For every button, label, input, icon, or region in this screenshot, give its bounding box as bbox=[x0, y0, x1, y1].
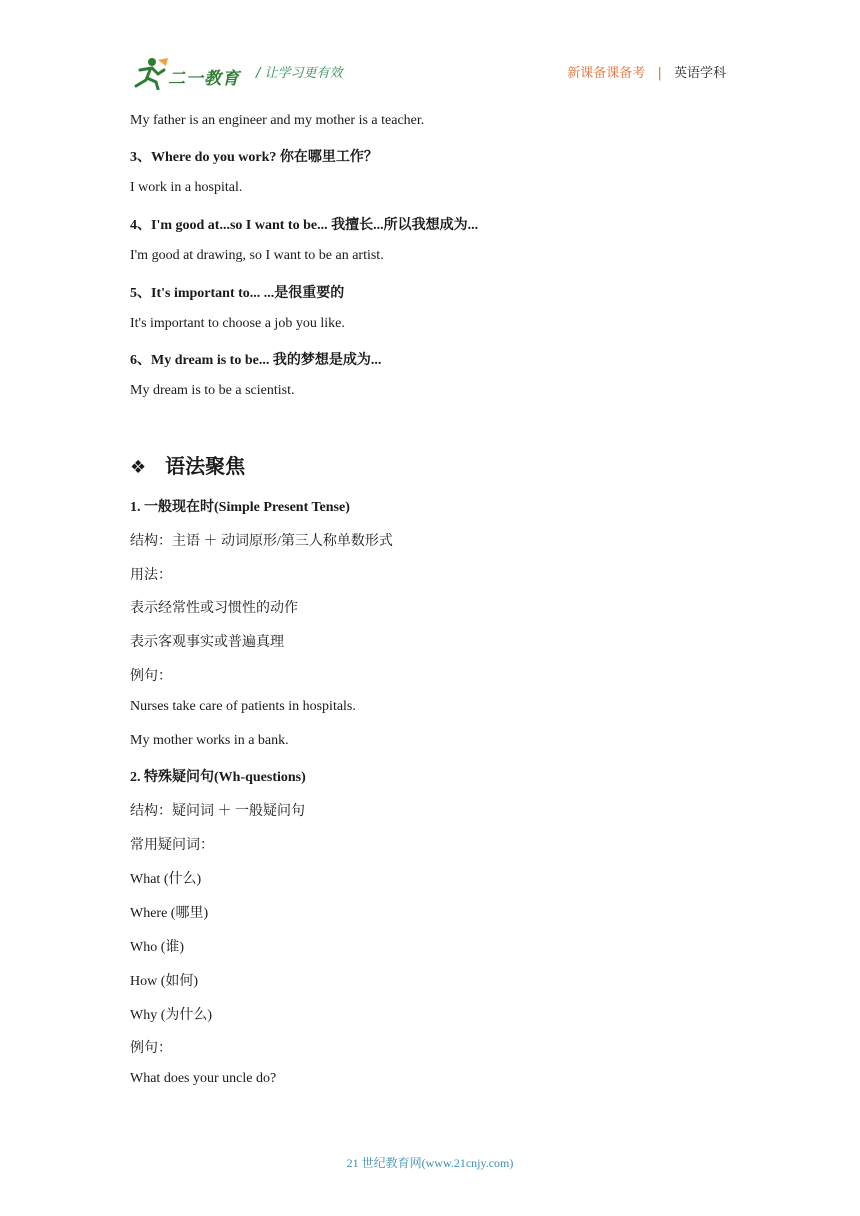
section-heading bbox=[130, 450, 245, 479]
header-separator: | bbox=[657, 66, 662, 81]
grammar-line: 用法： bbox=[130, 568, 172, 583]
text-line: 4、I'm good at...so I want to be... 我擅长...所以我想成为... bbox=[130, 218, 479, 233]
grammar-line: Nurses take care of patients in hospitals. bbox=[130, 699, 356, 714]
grammar-line: Where (哪里) bbox=[130, 906, 209, 921]
grammar-line: What does your uncle do? bbox=[130, 1071, 277, 1086]
page-footer: 21 世纪教育网(www.21cnjy.com) bbox=[346, 1156, 514, 1170]
grammar-line: 例句： bbox=[130, 669, 172, 684]
grammar-line: 表示经常性或习惯性的动作 bbox=[130, 601, 298, 616]
text-line: I work in a hospital. bbox=[130, 180, 243, 195]
text-line: I'm good at drawing, so I want to be an artist. bbox=[130, 248, 384, 263]
grammar-line: How (如何) bbox=[130, 974, 199, 989]
grammar-line: 例句： bbox=[130, 1041, 172, 1056]
grammar-line: My mother works in a bank. bbox=[130, 733, 289, 748]
grammar-line: 1. 一般现在时(Simple Present Tense) bbox=[130, 500, 350, 515]
header-course-label: 新课备课备考 bbox=[567, 66, 646, 81]
page-header bbox=[130, 56, 726, 90]
text-line: 6、My dream is to be... 我的梦想是成为... bbox=[130, 353, 382, 368]
header-subject: 英语学科 bbox=[673, 66, 726, 81]
text-line: My dream is to be a scientist. bbox=[130, 383, 295, 398]
diamond-bullet-icon: ❖ bbox=[130, 457, 147, 478]
header-slogan: / 让学习更有效 bbox=[256, 66, 343, 81]
text-line: 5、It's important to... ...是很重要的 bbox=[130, 286, 345, 301]
grammar-line: 结构：主语 ＋ 动词原形/第三人称单数形式 bbox=[130, 534, 393, 549]
grammar-line: 2. 特殊疑问句(Wh-questions) bbox=[130, 770, 306, 785]
grammar-line: What (什么) bbox=[130, 872, 202, 887]
header-right bbox=[567, 62, 726, 81]
grammar-line: 结构：疑问词 ＋ 一般疑问句 bbox=[130, 804, 305, 819]
grammar-line: Who (谁) bbox=[130, 940, 185, 955]
runner-logo-icon bbox=[130, 56, 170, 90]
text-line: It's important to choose a job you like. bbox=[130, 316, 345, 331]
text-line: My father is an engineer and my mother is a teacher. bbox=[130, 113, 425, 128]
grammar-line: 表示客观事实或普遍真理 bbox=[130, 635, 284, 650]
grammar-line: 常用疑问词： bbox=[130, 838, 214, 853]
section-title: 语法聚焦 bbox=[165, 454, 246, 478]
logo-text: 二一教育 bbox=[168, 69, 240, 89]
grammar-line: Why (为什么) bbox=[130, 1008, 213, 1023]
text-line: 3、Where do you work? 你在哪里工作？ bbox=[130, 150, 378, 165]
